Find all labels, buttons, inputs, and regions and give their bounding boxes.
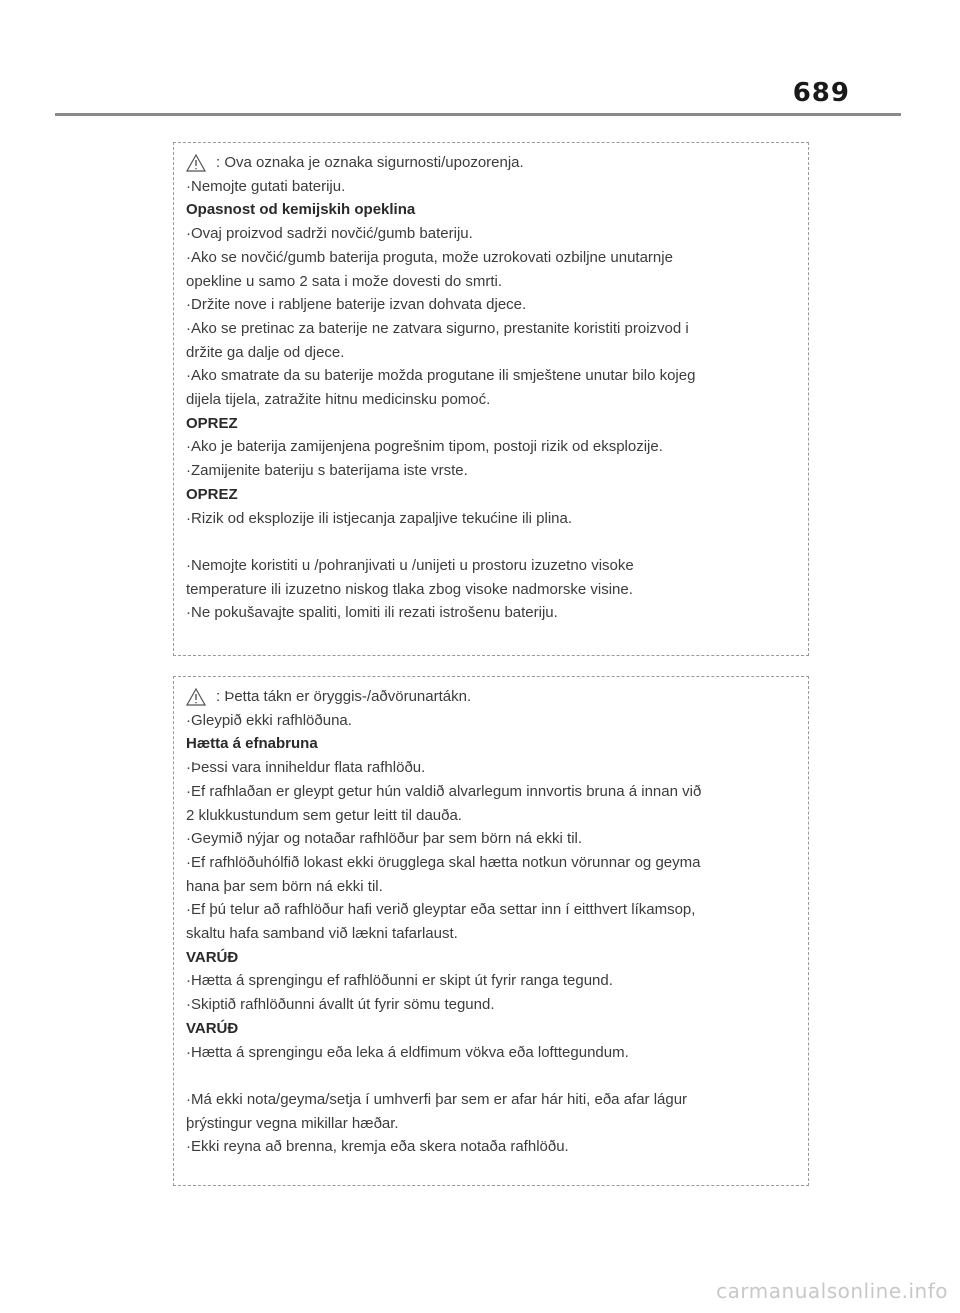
- warning-symbol-line: [186, 685, 798, 709]
- body-line: ·Geymið nýjar og notaðar rafhlöður þar sem börn ná ekki til.: [186, 830, 583, 848]
- body-line: ·Zamijenite bateriju s baterijama iste vrste.: [186, 462, 468, 480]
- body-line: držite ga dalje od djece.: [186, 343, 345, 361]
- body-line: skaltu hafa samband við lækni tafarlaust.: [186, 925, 458, 943]
- footer-watermark: carmanualsonline.info: [716, 1279, 948, 1303]
- body-line: dijela tijela, zatražite hitnu medicinsku pomoć.: [186, 391, 491, 409]
- body-line: ·Ovaj proizvod sadrži novčić/gumb bateriju.: [186, 225, 473, 243]
- body-line: ·Ako se novčić/gumb baterija proguta, može uzrokovati ozbiljne unutarnje: [186, 248, 673, 266]
- body-line: ·Ne pokušavajte spaliti, lomiti ili rezati istrošenu bateriju.: [186, 604, 558, 622]
- page-number: 689: [792, 78, 850, 108]
- section-heading: Opasnost od kemijskih opeklina: [186, 201, 416, 219]
- warning-symbol-line: [186, 151, 798, 175]
- body-line: ·Má ekki nota/geyma/setja í umhverfi þar sem er afar hár hiti, eða afar lágur: [186, 1090, 688, 1108]
- body-line: opekline u samo 2 sata i može dovesti do smrti.: [186, 272, 502, 290]
- body-line: temperature ili izuzetno niskog tlaka zbog visoke nadmorske visine.: [186, 580, 633, 598]
- section-heading: VARÚÐ: [186, 948, 239, 966]
- warning-box-icelandic: [173, 676, 809, 1186]
- body-line: ·Ako smatrate da su baterije možda progutane ili smještene unutar bilo kojeg: [186, 367, 696, 385]
- body-line: 2 klukkustundum sem getur leitt til dauða.: [186, 806, 462, 824]
- blank-line: [186, 1064, 798, 1088]
- body-line: ·Ekki reyna að brenna, kremja eða skera notaða rafhlöðu.: [186, 1138, 569, 1156]
- body-line: ·Držite nove i rabljene baterije izvan dohvata djece.: [186, 296, 527, 314]
- warning-box-croatian: [173, 142, 809, 656]
- body-line: ·Hætta á sprengingu ef rafhlöðunni er skipt út fyrir ranga tegund.: [186, 972, 613, 990]
- blank-line: [186, 530, 798, 554]
- body-line: ·Skiptið rafhlöðunni ávallt út fyrir sömu tegund.: [186, 996, 495, 1014]
- body-line: ·Ef þú telur að rafhlöður hafi verið gleyptar eða settar inn í eitthvert líkamsop,: [186, 901, 696, 919]
- body-line: ·Ef rafhlöðuhólfið lokast ekki örugglega skal hætta notkun vörunnar og geyma: [186, 853, 701, 871]
- body-line: ·Nemojte koristiti u /pohranjivati u /unijeti u prostoru izuzetno visoke: [186, 556, 634, 574]
- section-heading: OPREZ: [186, 414, 238, 432]
- section-heading: OPREZ: [186, 485, 238, 503]
- body-line: ·Þessi vara inniheldur flata rafhlöðu.: [186, 759, 426, 777]
- header-rule: [55, 113, 901, 116]
- body-line: ·Ef rafhlaðan er gleypt getur hún valdið alvarlegum innvortis bruna á innan við: [186, 782, 702, 800]
- body-line: ·Ako je baterija zamijenjena pogrešnim tipom, postoji rizik od eksplozije.: [186, 438, 663, 456]
- body-line: ·Rizik od eksplozije ili istjecanja zapaljive tekućine ili plina.: [186, 509, 573, 527]
- body-line: ·Hætta á sprengingu eða leka á eldfimum vökva eða lofttegundum.: [186, 1043, 629, 1061]
- warning-triangle-icon: [186, 688, 206, 706]
- warning-symbol-text: : Þetta tákn er öryggis-/aðvörunartákn.: [216, 688, 472, 705]
- body-line: ·Nemojte gutati bateriju.: [186, 177, 346, 195]
- body-line: ·Ako se pretinac za baterije ne zatvara sigurno, prestanite koristiti proizvod i: [186, 319, 689, 337]
- warning-symbol-text: : Ova oznaka je oznaka sigurnosti/upozorenja.: [216, 154, 524, 171]
- warning-triangle-icon: [186, 154, 206, 172]
- section-heading: VARÚÐ: [186, 1019, 239, 1037]
- body-line: ·Gleypið ekki rafhlöðuna.: [186, 711, 352, 729]
- body-line: þrýstingur vegna mikillar hæðar.: [186, 1114, 399, 1132]
- body-line: hana þar sem börn ná ekki til.: [186, 877, 383, 895]
- section-heading: Hætta á efnabruna: [186, 735, 318, 753]
